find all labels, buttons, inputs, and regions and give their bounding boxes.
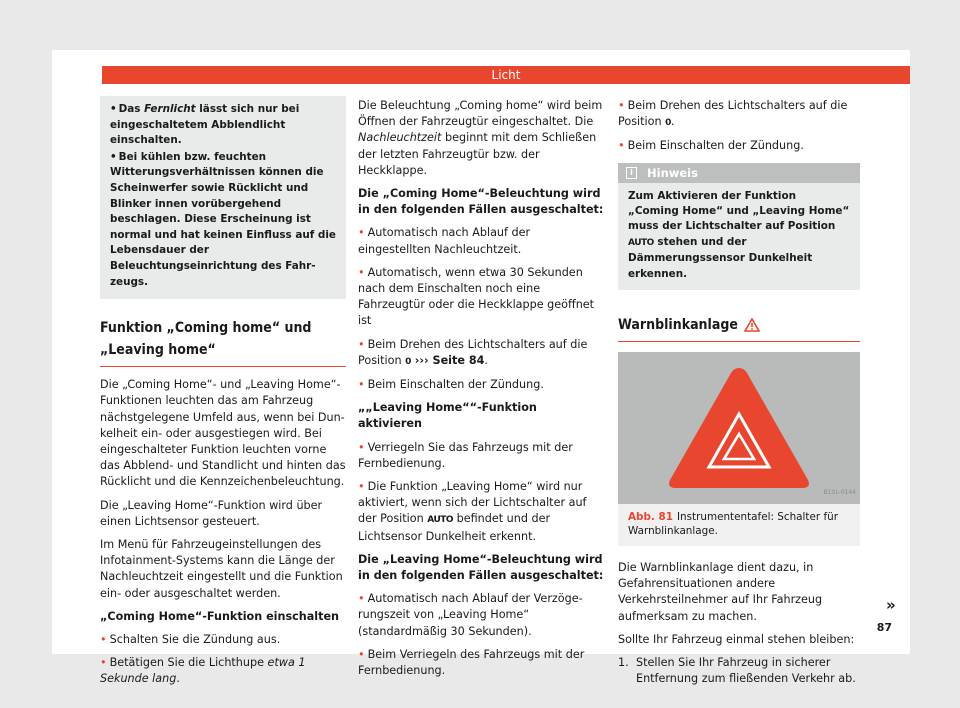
chapter-header: Licht <box>102 66 910 84</box>
bullet-icon: • <box>358 226 365 240</box>
column-1 <box>100 96 346 695</box>
continue-mark: » <box>886 596 896 614</box>
list-item: • Automatisch nach Ablauf der Verzögerungszeit von „Leaving Home“ (standardmäßig 30 Sekunden). <box>358 592 583 638</box>
bullet-icon: • <box>358 480 365 494</box>
list-item: • Beim Drehen des Lichtschalters auf die Position 0 ››› Seite 84. <box>358 337 588 367</box>
auto-light-icon: AUTO <box>427 515 454 526</box>
bullet-icon: • <box>358 592 365 606</box>
paragraph: Die „Leaving Home“-Funktion wird über einen Lichtsensor gesteuert. <box>100 498 323 528</box>
hint-box <box>618 163 860 290</box>
list-item: • Beim Drehen des Lichtschalters auf die Position 0. <box>618 99 848 129</box>
list-item: • Betätigen Sie die Lichthupe etwa 1 Sekunde lang. <box>100 656 306 686</box>
bullet-icon: • <box>100 632 107 646</box>
column-2 <box>358 98 604 686</box>
bullet-icon: • <box>358 337 365 351</box>
subheading: „Coming Home“-Funktion einschalten <box>100 609 340 623</box>
bullet-icon: • <box>618 99 625 112</box>
paragraph: Die „Coming Home“- und „Leaving Home“-Funktionen leuchten das am Fahrzeug nächstgelegene Umfeld aus, wenn bei Dunkelheit ein- oder ausgestiegen wird. Bei eingeschalteter Funktion leuchten vorne das Abblend- und Standlicht und hinten das Rücklicht und die Kennzeichenbeleuchtung. <box>100 378 346 489</box>
hint-header: i Hinweis <box>618 163 860 183</box>
light-switch-off-icon: 0 <box>665 118 671 129</box>
list-item: • Automatisch, wenn etwa 30 Sekunden nach dem Einschalten noch eine Fahrzeugtür oder die Heckklappe geöffnet ist <box>358 265 595 328</box>
list-item: • Beim Einschalten der Zündung. <box>618 139 804 153</box>
subheading: Die „Leaving Home“-Beleuchtung wird in den folgenden Fällen ausgeschaltet: <box>358 552 604 583</box>
bullet-icon: • <box>358 265 365 279</box>
numbered-step: 1. Stellen Sie Ihr Fahrzeug in sicherer Entfernung zum fließenden Verkehr ab. <box>618 656 856 686</box>
bullet-icon: • <box>100 656 107 670</box>
list-item: • Verriegeln Sie das Fahrzeugs mit der Fernbedienung. <box>358 440 573 470</box>
bullet-icon: • <box>358 440 365 454</box>
paragraph: Die Warnblinkanlage dient dazu, in Gefahrensituationen andere Verkehrsteilnehmer auf Ihr Fahrzeug aufmerksam zu machen. <box>618 561 823 623</box>
subheading: Die „Coming Home“-Beleuchtung wird in den folgenden Fällen ausgeschaltet: <box>358 187 604 217</box>
column-3 <box>618 98 860 687</box>
hazard-switch-illustration <box>618 352 860 504</box>
warning-item: • Bei kühlen bzw. feuchten Witterungsverhältnissen können die Scheinwerfer sowie Rücklicht und Blinker innen vorübergehend beschlagen. Diese Erscheinung ist normal und hat keinen Einfluss auf die Lebensdauer der Beleuchtungseinrichtung des Fahrzeugs. <box>110 150 336 288</box>
figure-code: B1SL-0144 <box>823 488 856 496</box>
warning-box <box>100 96 346 299</box>
page-link[interactable]: ››› Seite 84 <box>410 353 485 367</box>
bullet-icon: • <box>110 150 117 163</box>
subheading: „„Leaving Home““-Funktion aktivieren <box>358 401 537 431</box>
list-item: • Beim Einschalten der Zündung. <box>358 378 544 392</box>
page-number: 87 <box>876 621 892 634</box>
list-item: • Automatisch nach Ablauf der eingestellten Nachleuchtzeit. <box>358 226 531 256</box>
paragraph: Die Beleuchtung „Coming home“ wird beim Öffnen der Fahrzeugtür eingeschaltet. Die Nachleuchtzeit beginnt mit dem Schließen der letzten Fahrzeugtür bzw. der Heckklappe. <box>358 99 603 177</box>
bullet-icon: • <box>358 647 365 661</box>
list-item: • Schalten Sie die Zündung aus. <box>100 632 281 646</box>
info-icon: i <box>626 167 637 179</box>
list-item: • Die Funktion „Leaving Home“ wird nur aktiviert, wenn sich der Lichtschalter auf der Position AUTO befindet und der Lichtsensor Dunkelheit erkennt. <box>358 480 587 543</box>
paragraph: Sollte Ihr Fahrzeug einmal stehen bleiben: <box>618 632 855 646</box>
section-title-warnblinkanlage: Warnblinkanlage <box>618 314 860 342</box>
section-title-coming-home: Funktion „Coming home“ und „Leaving home“ <box>100 317 346 367</box>
auto-light-icon: AUTO <box>628 237 654 248</box>
warning-item: • Das Fernlicht lässt sich nur bei eingeschaltetem Abblendlicht einschalten. <box>110 103 300 147</box>
hint-body: Zum Aktivieren der Funktion „Coming Home“ und „Leaving Home“ muss der Lichtschalter auf Position AUTO stehen und der Dämmerungssensor Dunkelheit erkennen. <box>628 189 850 280</box>
bullet-icon: • <box>358 378 365 392</box>
light-switch-off-icon: 0 <box>405 356 411 367</box>
bullet-icon: • <box>110 103 117 115</box>
list-item: • Beim Verriegeln des Fahrzeugs mit der Fernbedienung. <box>358 647 585 678</box>
bullet-icon: • <box>618 139 625 153</box>
figure-caption: Abb. 81 Instrumententafel: Schalter für Warnblinkanlage. <box>618 504 860 546</box>
page <box>52 50 910 686</box>
warning-triangle-icon <box>744 318 760 332</box>
hazard-switch-figure <box>618 352 860 504</box>
paragraph: Im Menü für Fahrzeugeinstellungen des Infotainment-Systems kann die Länge der Nachleuchtzeit eingestellt und die Funktion ein- oder ausgeschaltet werden. <box>100 537 343 600</box>
